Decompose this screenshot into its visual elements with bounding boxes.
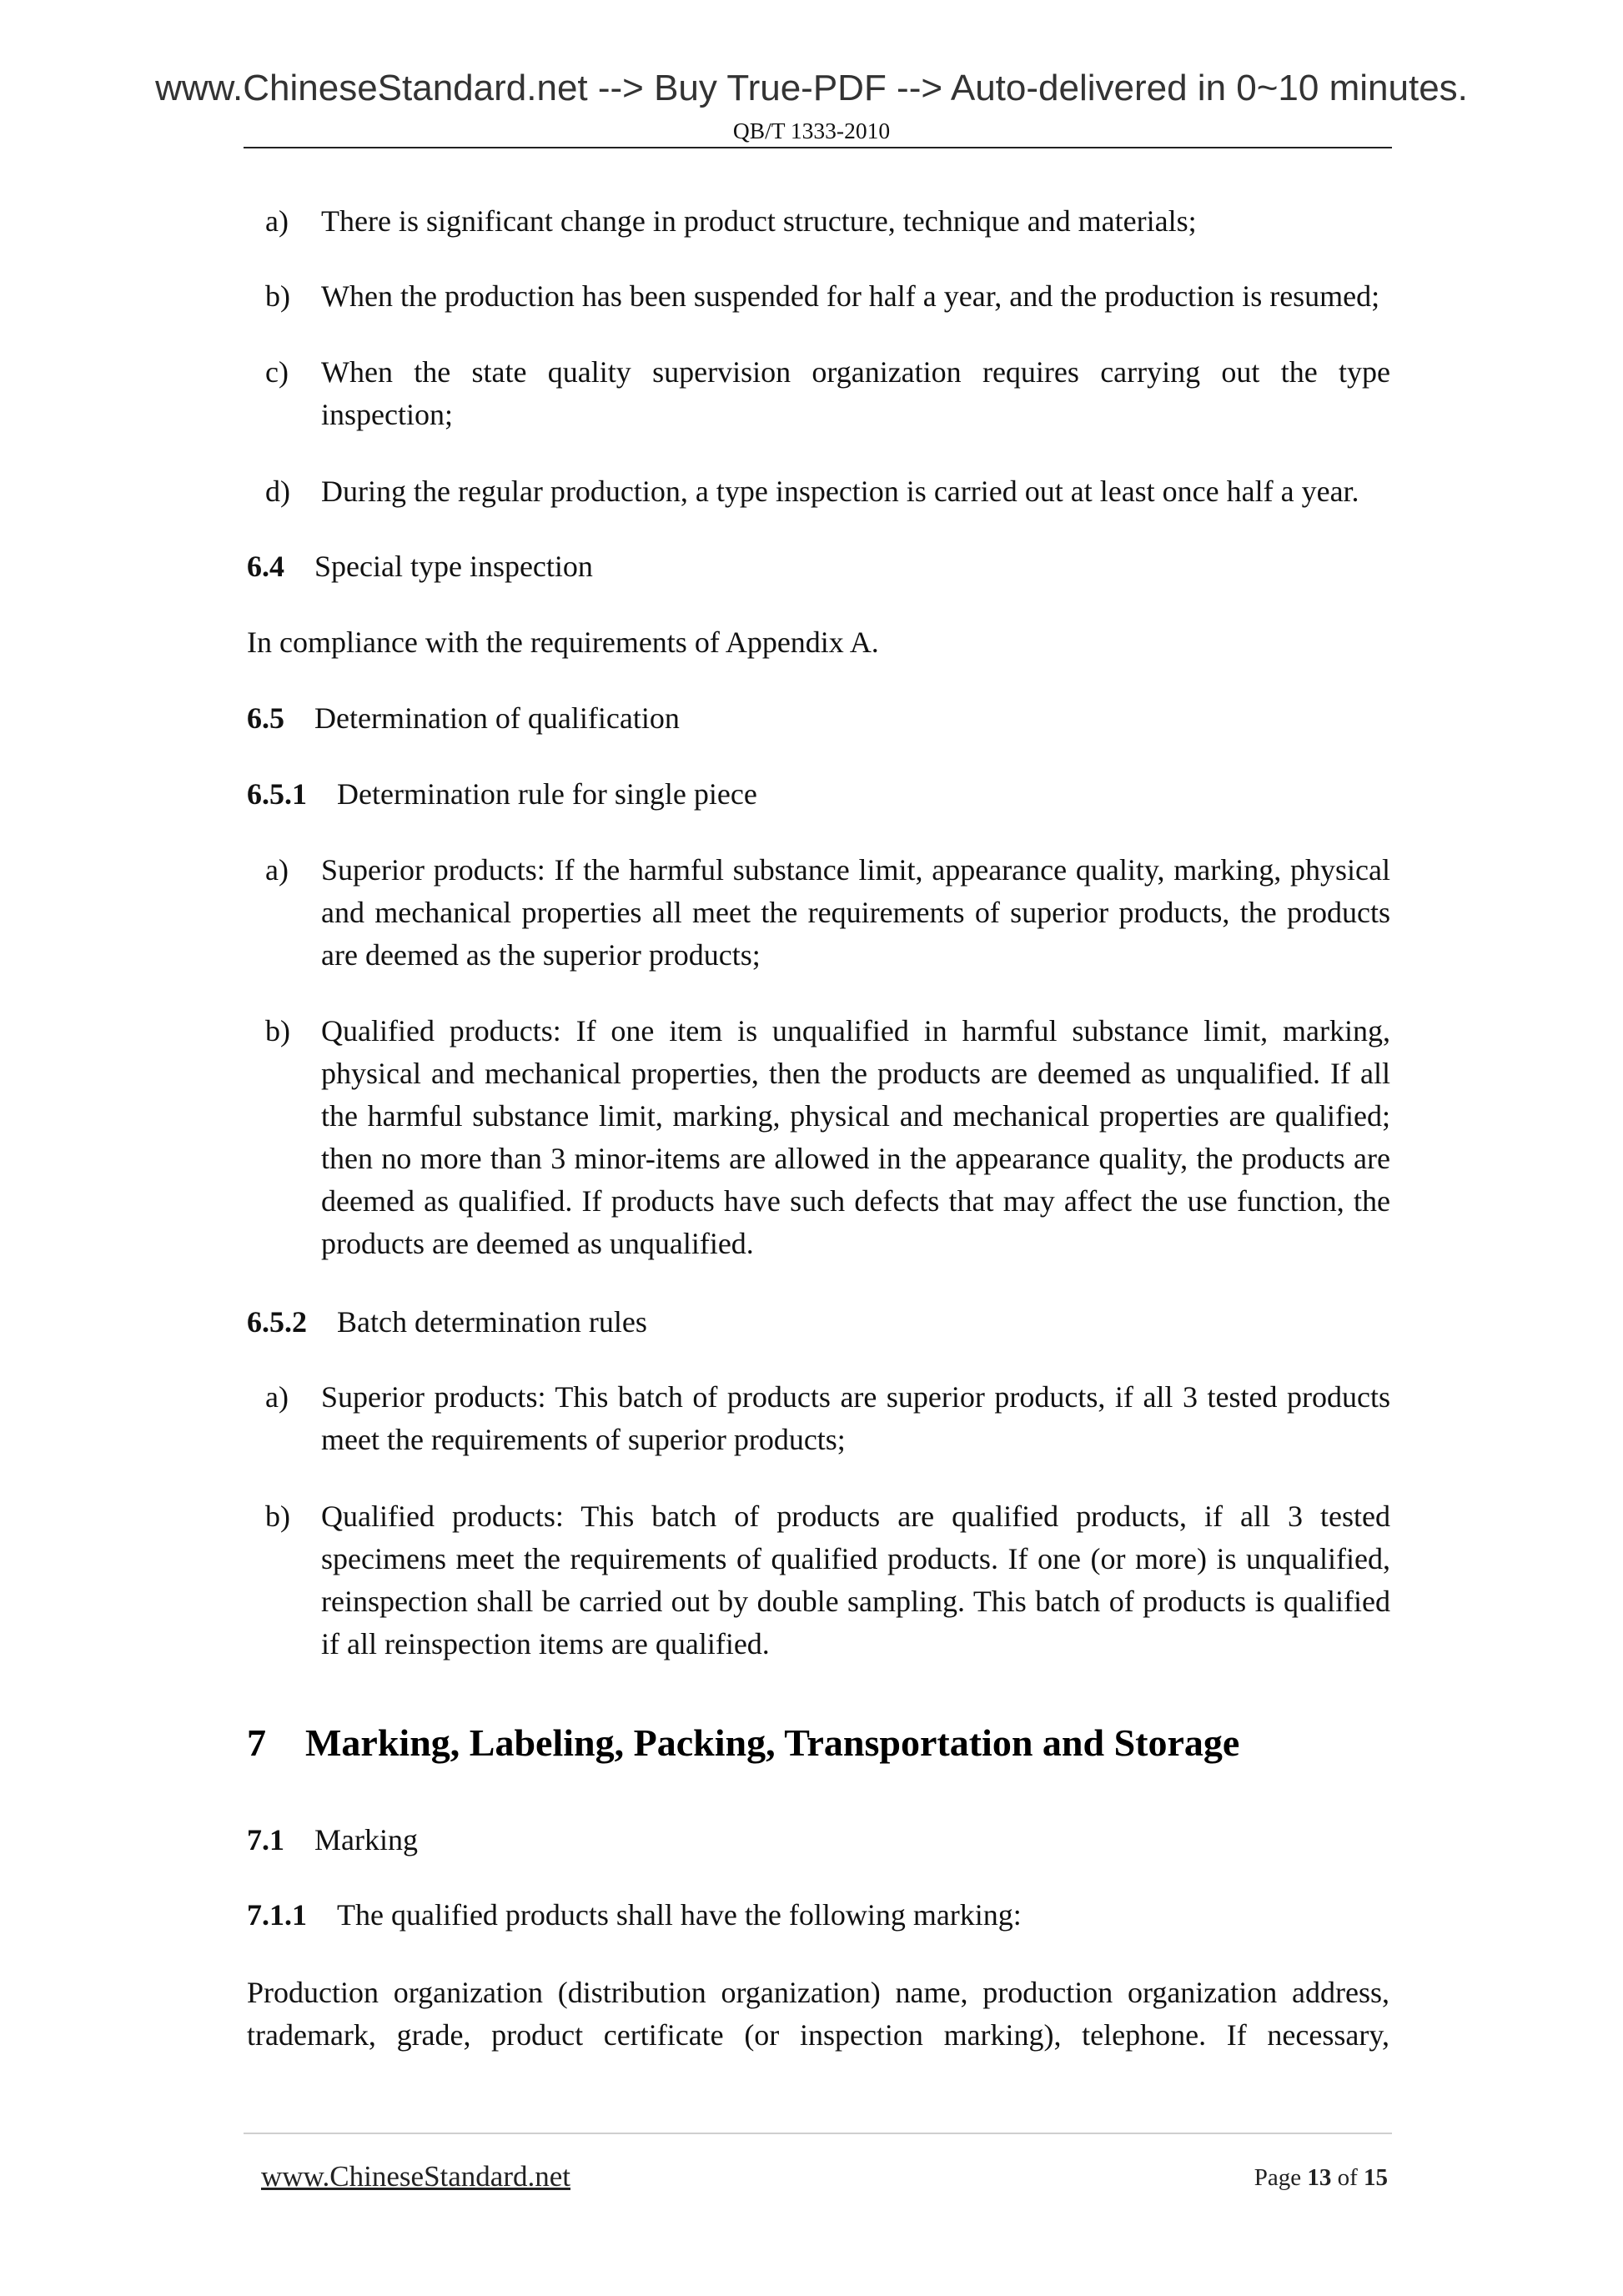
section-number: 7.1.1 bbox=[247, 1898, 307, 1932]
section-title: Special type inspection bbox=[314, 550, 593, 583]
list-item bbox=[265, 1376, 1390, 1461]
list-item-label: a) bbox=[265, 853, 289, 887]
page-of: of bbox=[1337, 2164, 1358, 2191]
page-total: 15 bbox=[1364, 2164, 1388, 2191]
text-line: There is significant change in product structure, technique and materials; bbox=[321, 204, 1197, 238]
section-heading-7-1 bbox=[247, 1819, 418, 1861]
list-item bbox=[265, 849, 1390, 977]
footer-website-link[interactable]: www.ChineseStandard.net bbox=[261, 2160, 570, 2193]
text-line: trademark, grade, product certificate (or inspection marking), telephone. If necessary, bbox=[247, 2018, 1389, 2052]
text-line: reinspection shall be carried out by double sampling. This batch of products is qualified bbox=[321, 1585, 1390, 1618]
section-title: Marking bbox=[314, 1823, 418, 1856]
text-line: are deemed as the superior products; bbox=[321, 938, 761, 972]
text-line: if all reinspection items are qualified. bbox=[321, 1627, 770, 1660]
text-line: When the state quality supervision organization requires carrying out the type bbox=[321, 355, 1390, 389]
text-line: During the regular production, a type inspection is carried out at least once half a year. bbox=[321, 475, 1359, 508]
section-number: 6.5.1 bbox=[247, 777, 307, 811]
paragraph bbox=[247, 1972, 1389, 2057]
list-item bbox=[265, 200, 1390, 243]
text-line: and mechanical properties all meet the requirements of superior products, the products bbox=[321, 896, 1390, 929]
banner-text: www.ChineseStandard.net --> Buy True-PDF --> Auto-delivered in 0~10 minutes. bbox=[155, 68, 1468, 108]
list-item-label: b) bbox=[265, 1014, 290, 1048]
list-item bbox=[265, 351, 1390, 436]
text-line: then no more than 3 minor-items are allowed in the appearance quality, the products are bbox=[321, 1142, 1390, 1175]
list-item-text bbox=[321, 351, 1390, 436]
list-item-label: b) bbox=[265, 279, 290, 313]
list-item bbox=[265, 1010, 1390, 1265]
section-number: 6.5.2 bbox=[247, 1305, 307, 1339]
list-item-label: a) bbox=[265, 1380, 289, 1414]
section-title: Determination of qualification bbox=[314, 701, 680, 735]
list-item bbox=[265, 470, 1390, 513]
section-number: 6.4 bbox=[247, 550, 284, 583]
section-heading-6-5-1 bbox=[247, 773, 757, 816]
section-heading-7-1-1 bbox=[247, 1894, 1022, 1937]
text-line: deemed as qualified. If products have such defects that may affect the use function, the bbox=[321, 1184, 1390, 1218]
list-item-text bbox=[321, 470, 1390, 513]
section-heading-6-5-2 bbox=[247, 1301, 647, 1344]
list-item bbox=[265, 1495, 1390, 1665]
list-item-text bbox=[321, 1495, 1390, 1665]
text-line: Qualified products: This batch of products are qualified products, if all 3 tested bbox=[321, 1500, 1390, 1533]
footer-divider bbox=[244, 2133, 1392, 2134]
section-title: Determination rule for single piece bbox=[337, 777, 757, 811]
page-label: Page bbox=[1254, 2164, 1302, 2191]
text-line: products are deemed as unqualified. bbox=[321, 1227, 754, 1260]
section-title: The qualified products shall have the following marking: bbox=[337, 1898, 1022, 1932]
text-line: physical and mechanical properties, then the products are deemed as unqualified. If all bbox=[321, 1057, 1390, 1090]
list-item-label: a) bbox=[265, 204, 289, 238]
list-item-text bbox=[321, 1376, 1390, 1461]
text-line: meet the requirements of superior products; bbox=[321, 1423, 846, 1456]
paragraph bbox=[247, 621, 1389, 664]
text-line: Superior products: If the harmful substance limit, appearance quality, marking, physical bbox=[321, 853, 1390, 887]
section-number: 6.5 bbox=[247, 701, 284, 735]
text-line: inspection; bbox=[321, 398, 453, 431]
text-line: Qualified products: If one item is unqualified in harmful substance limit, marking, bbox=[321, 1014, 1390, 1048]
chapter-title: Marking, Labeling, Packing, Transportation and Storage bbox=[305, 1721, 1240, 1764]
list-item bbox=[265, 275, 1390, 318]
chapter-number: 7 bbox=[247, 1721, 266, 1764]
list-item-text bbox=[321, 200, 1390, 243]
section-heading-6-5 bbox=[247, 697, 680, 740]
section-heading-6-4 bbox=[247, 545, 593, 588]
list-item-label: c) bbox=[265, 355, 289, 389]
list-item-text bbox=[321, 849, 1390, 977]
page-current: 13 bbox=[1307, 2164, 1332, 2191]
text-line: Production organization (distribution organization) name, production organization address, bbox=[247, 1976, 1389, 2009]
text-line: Superior products: This batch of products are superior products, if all 3 tested products bbox=[321, 1380, 1390, 1414]
text-line: the harmful substance limit, marking, physical and mechanical properties are qualified; bbox=[321, 1099, 1390, 1133]
list-item-text bbox=[321, 1010, 1390, 1265]
header-divider bbox=[244, 147, 1392, 148]
list-item-text bbox=[321, 275, 1390, 318]
page-number bbox=[1254, 2163, 1388, 2192]
list-item-label: d) bbox=[265, 475, 290, 508]
text-line: When the production has been suspended for half a year, and the production is resumed; bbox=[321, 279, 1380, 313]
chapter-heading-7 bbox=[247, 1720, 1239, 1766]
section-title: Batch determination rules bbox=[337, 1305, 647, 1339]
document-code: QB/T 1333-2010 bbox=[732, 118, 891, 143]
text-line: In compliance with the requirements of Appendix A. bbox=[247, 625, 879, 659]
list-item-label: b) bbox=[265, 1500, 290, 1533]
section-number: 7.1 bbox=[247, 1823, 284, 1856]
text-line: specimens meet the requirements of qualified products. If one (or more) is unqualified, bbox=[321, 1542, 1390, 1575]
